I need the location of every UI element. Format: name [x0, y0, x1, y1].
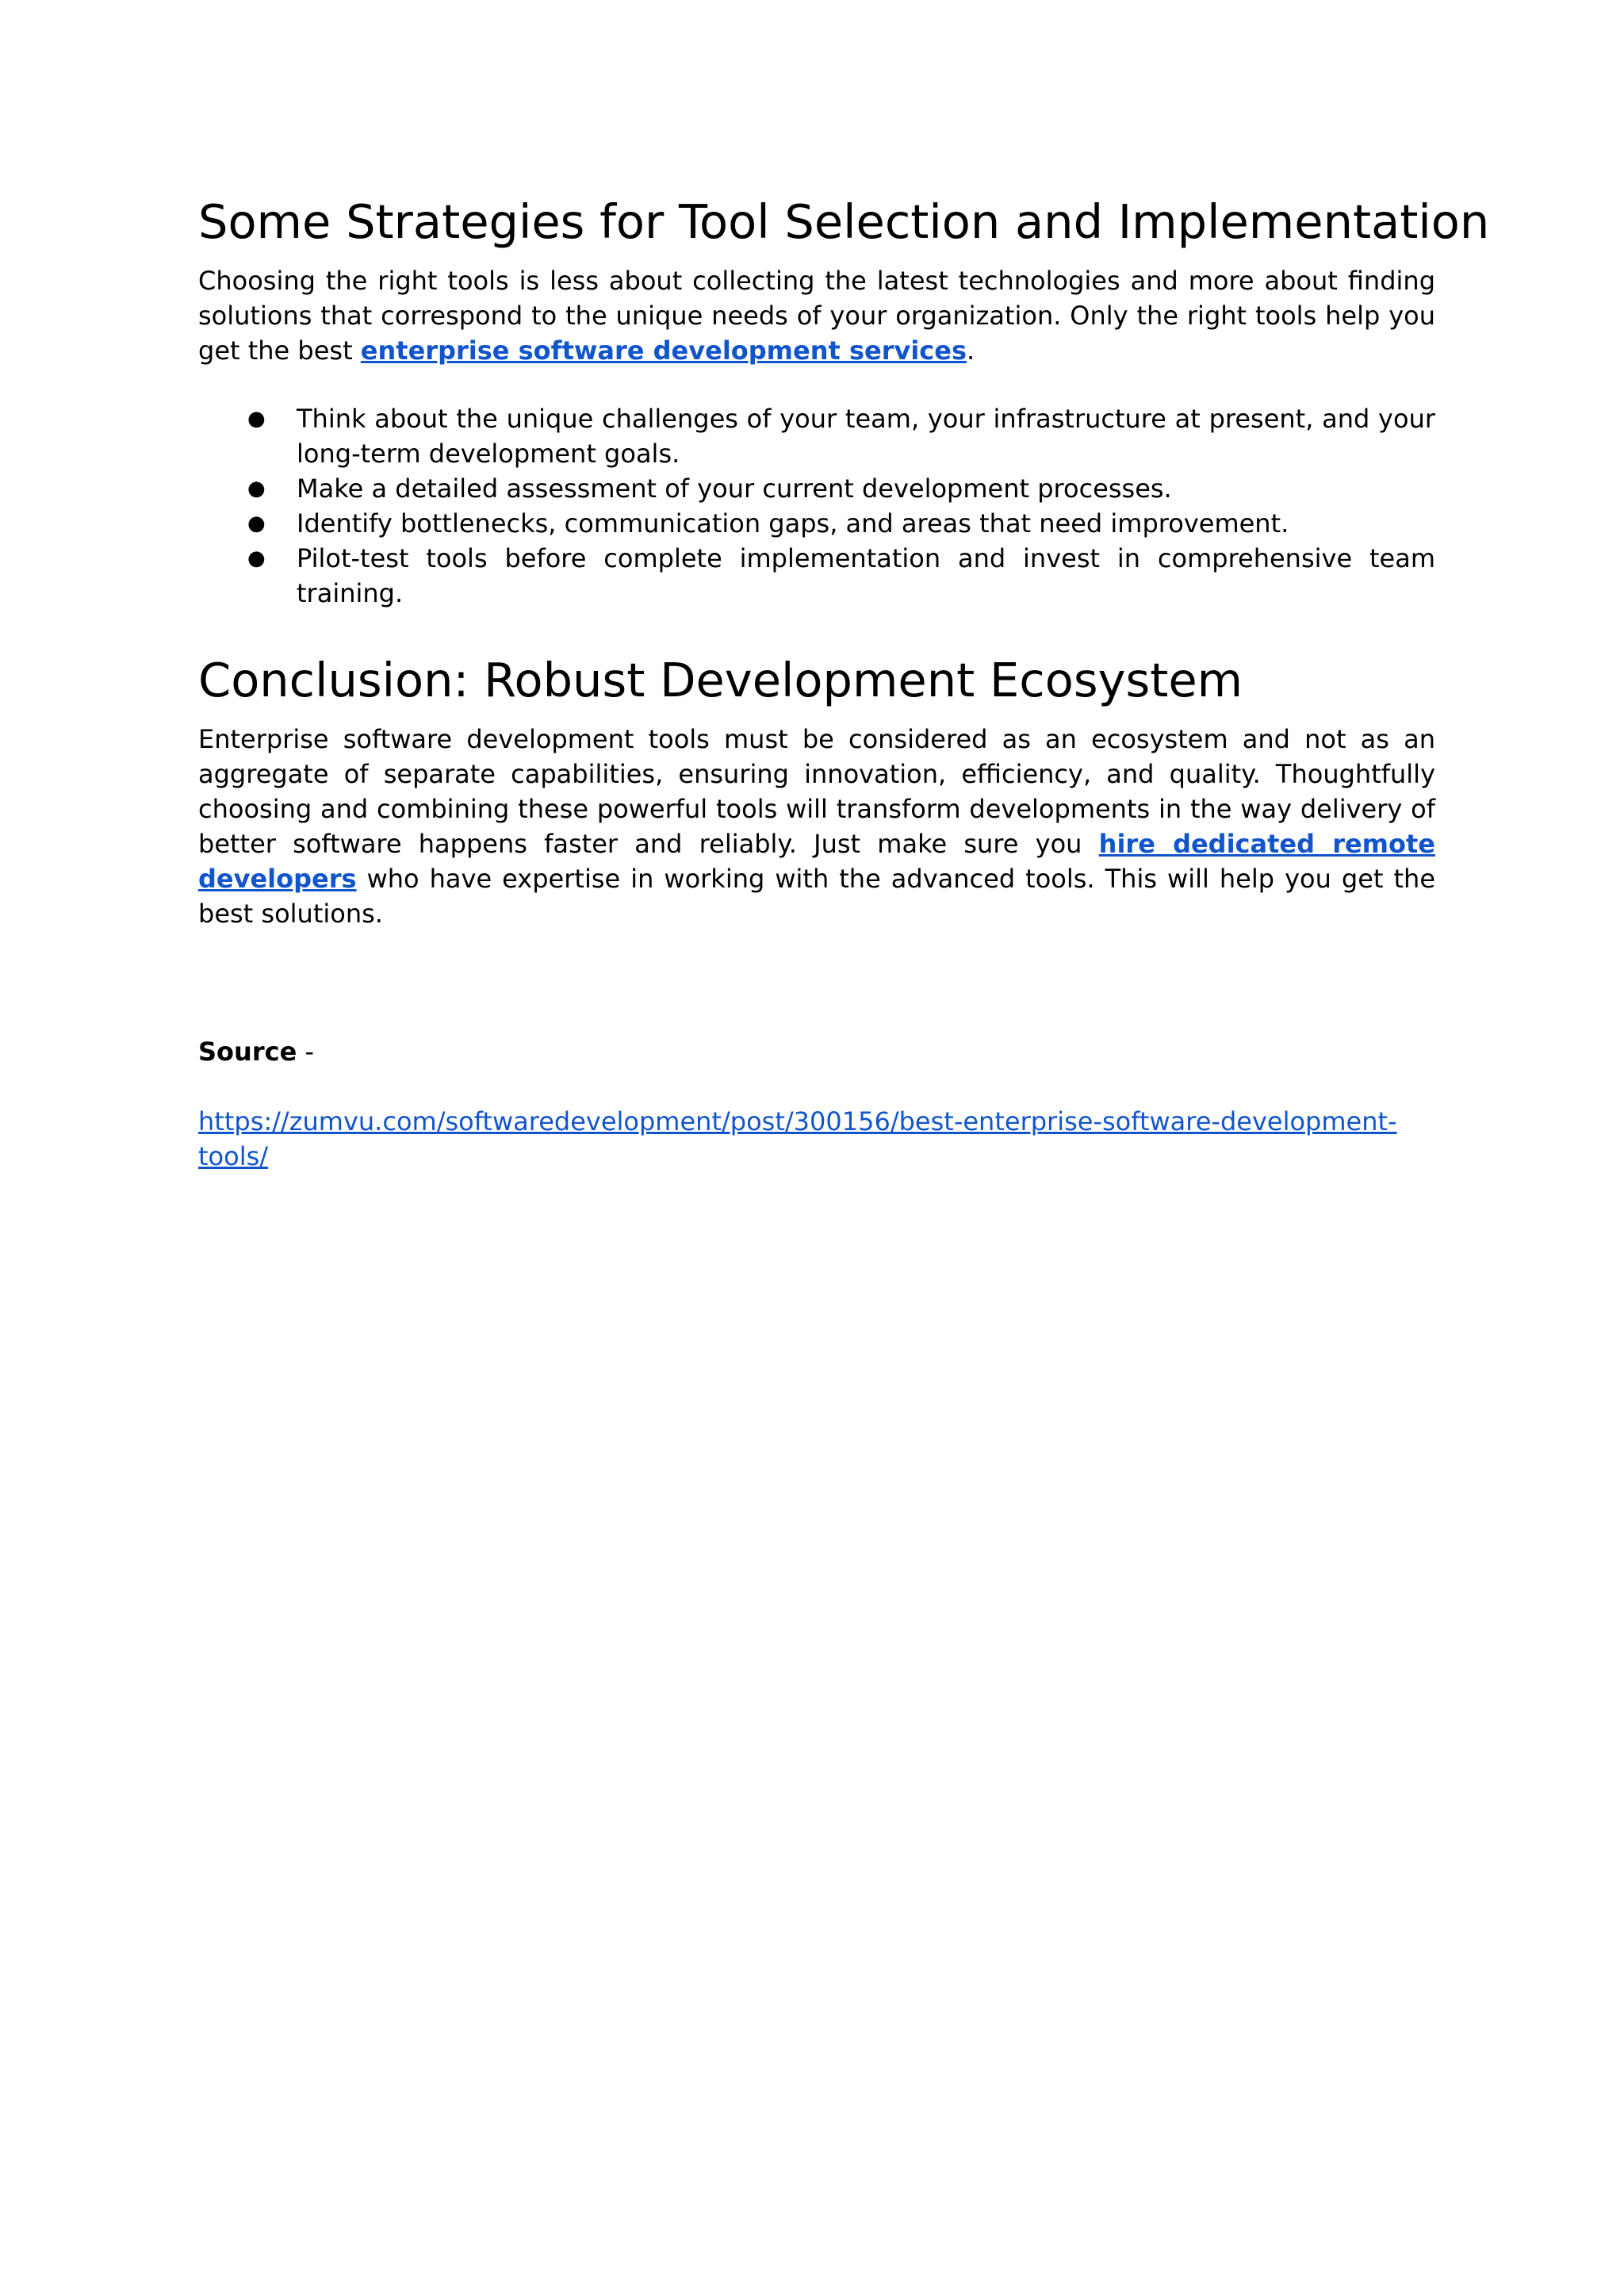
source-url-block: [198, 1104, 1404, 1174]
list-item-text: Identify bottlenecks, communication gaps, and areas that need improvement.: [297, 508, 1289, 539]
conclusion-body-text: Enterprise software development tools must be considered as an ecosystem and not as an aggregate of separate capabilities, ensuring innovation, efficiency, and quality. Thoughtfully choosing and combining these powerful tools will transform developments in the way delivery of better software happens faster and reliably. Just make sure you: [198, 724, 1435, 859]
hire-developers-link[interactable]: hire dedicated remote developers: [198, 829, 1435, 894]
list-item-text: Pilot-test tools before complete implementation and invest in comprehensive team training.: [297, 543, 1435, 608]
list-item: [198, 401, 1435, 471]
list-item-text: Think about the unique challenges of your team, your infrastructure at present, and your long-term development goals.: [297, 404, 1435, 469]
bullet-icon: ●: [247, 407, 266, 431]
bullet-icon: ●: [247, 546, 266, 570]
conclusion-body: [198, 722, 1435, 931]
strategies-intro: [198, 263, 1435, 368]
source-separator: -: [297, 1037, 314, 1067]
strategies-intro-end: .: [967, 335, 975, 366]
enterprise-services-link[interactable]: enterprise software development services: [360, 335, 967, 366]
strategies-list: [198, 401, 1435, 611]
list-item: [198, 506, 1435, 541]
source-url-link[interactable]: https://zumvu.com/softwaredevelopment/post/300156/best-enterprise-software-development-tools/: [198, 1106, 1397, 1171]
source-label-text: Source: [198, 1037, 297, 1067]
list-item: [198, 541, 1435, 611]
conclusion-section: [198, 649, 1435, 931]
source-section: [198, 1034, 1435, 1174]
list-item: [198, 471, 1435, 506]
list-item-text: Make a detailed assessment of your current development processes.: [297, 473, 1172, 504]
bullet-icon: ●: [247, 477, 266, 500]
conclusion-body-end: who have expertise in working with the advanced tools. This will help you get the best solutions.: [198, 864, 1435, 929]
source-label: [198, 1034, 1435, 1069]
document-page: [198, 190, 1490, 1174]
strategies-heading: Some Strategies for Tool Selection and Implementation: [198, 194, 1490, 249]
bullet-icon: ●: [247, 512, 266, 535]
strategies-intro-text: Choosing the right tools is less about collecting the latest technologies and more about finding solutions that correspond to the unique needs of your organization. Only the right tools help you get the best: [198, 266, 1435, 366]
conclusion-heading: Conclusion: Robust Development Ecosystem: [198, 653, 1243, 707]
strategies-section: [198, 190, 1490, 611]
